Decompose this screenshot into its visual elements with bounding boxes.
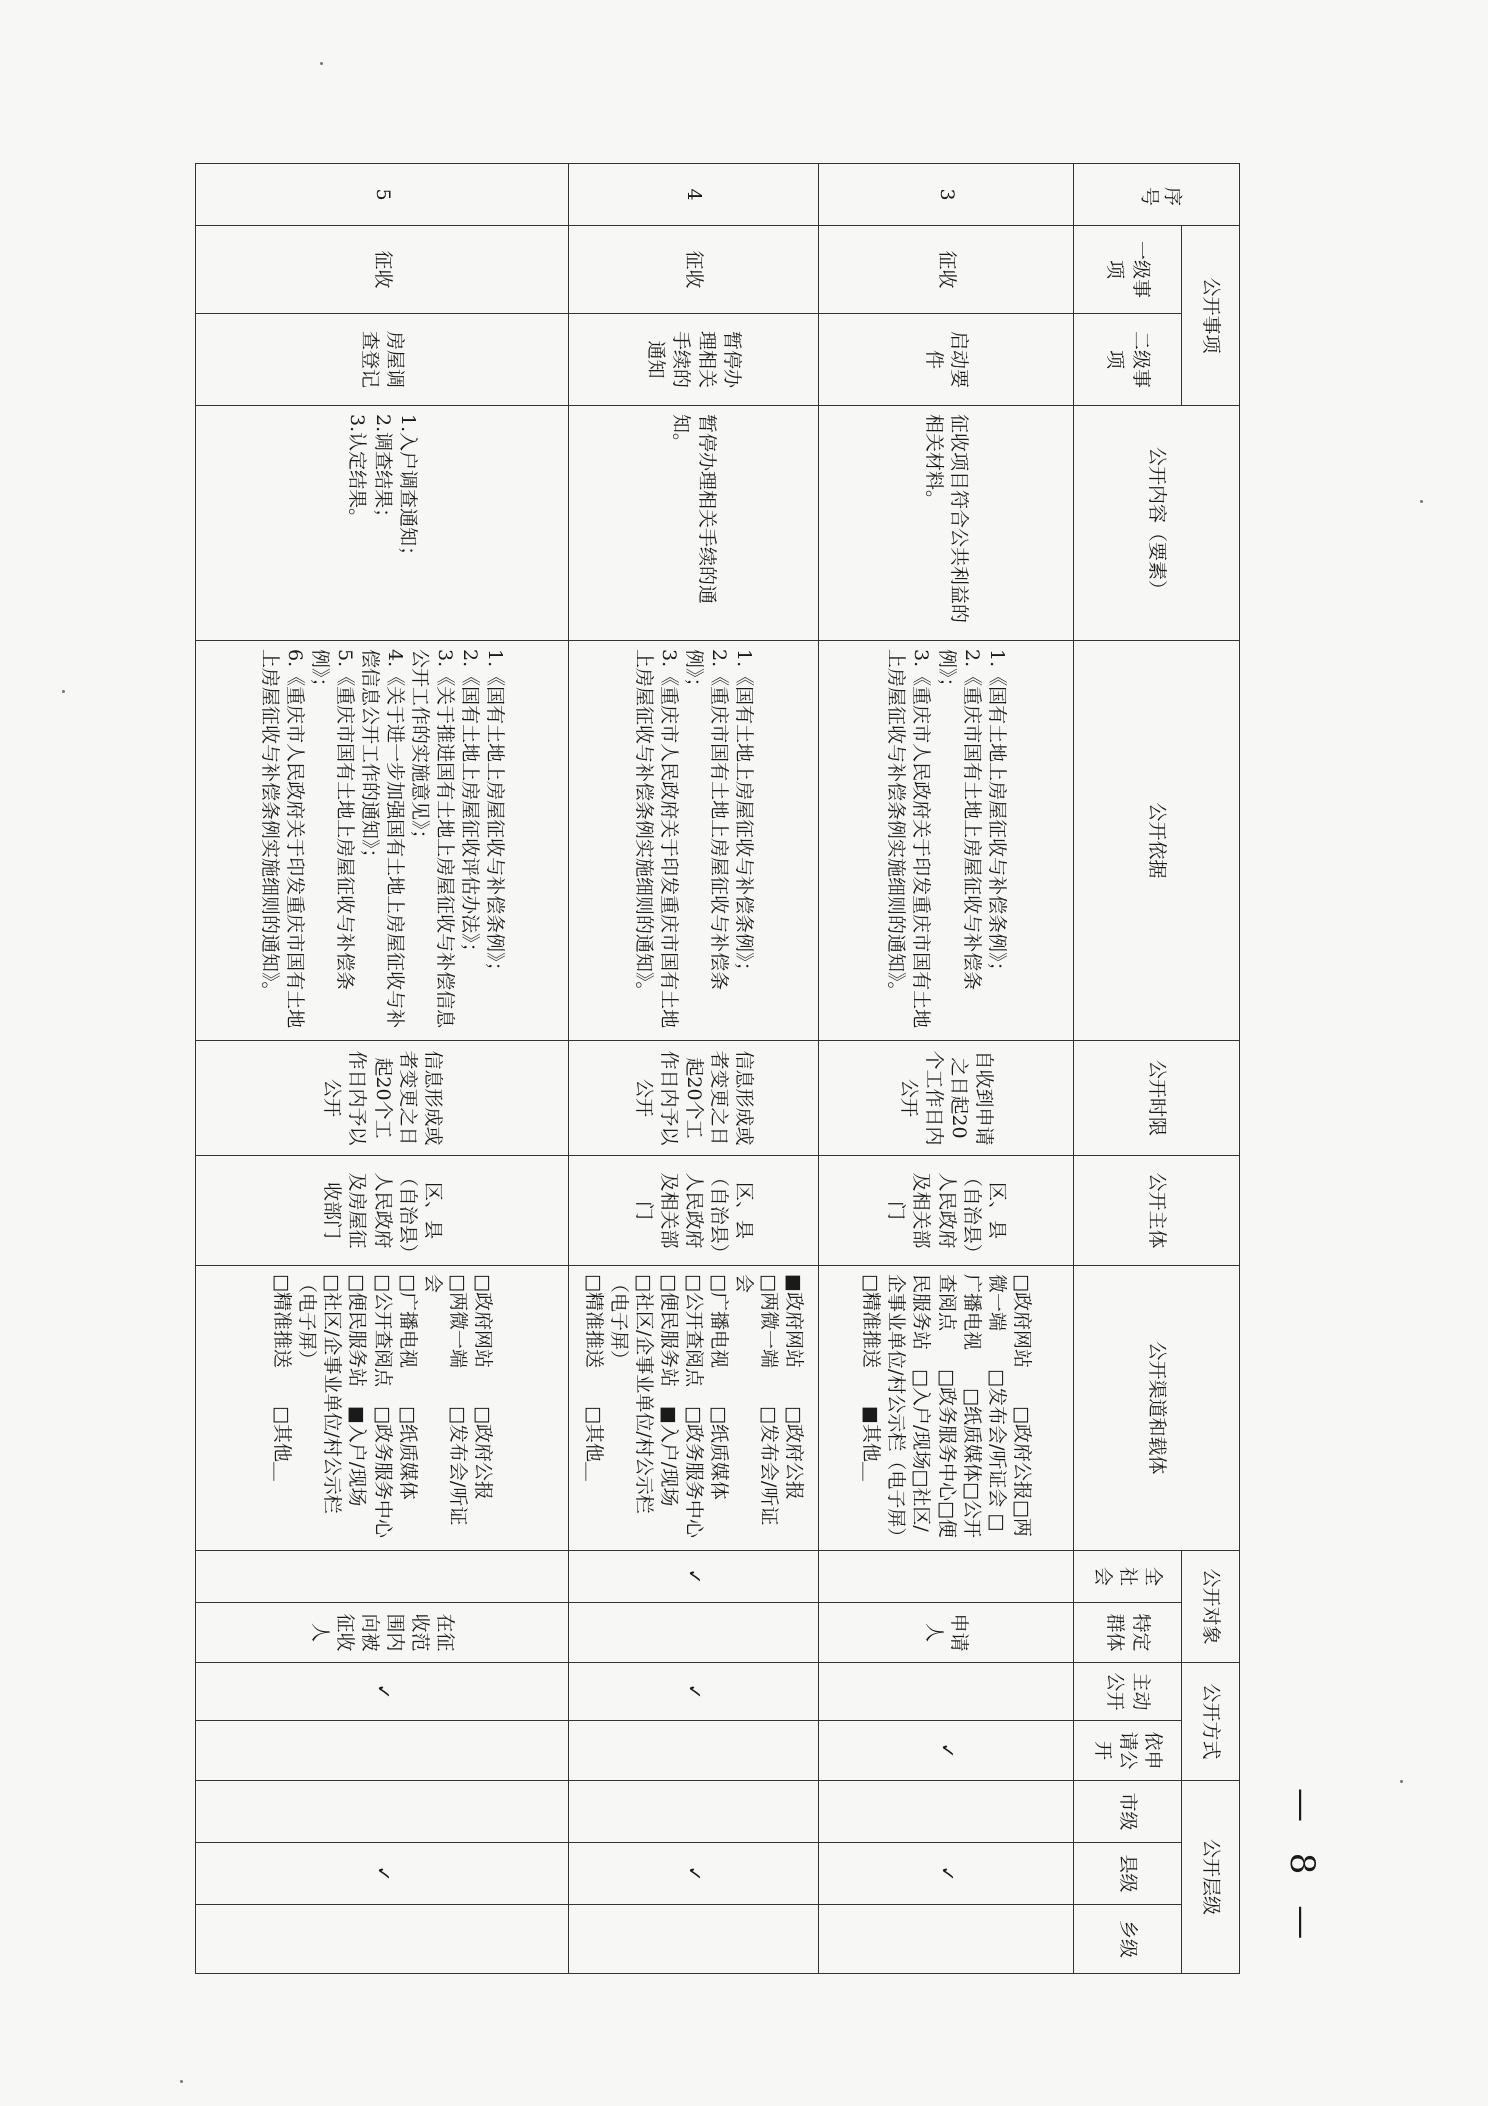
scan-speck [320, 62, 323, 65]
row-subject: 区、县（自治县）人民政府及相关部门 [569, 1156, 819, 1266]
header-item-group: 公开事项 [1182, 226, 1240, 406]
row-basis: 1.《国有土地上房屋征收与补偿条例》； 2.《重庆市国有土地上房屋征收与补偿条例》； 3.《重庆市人民政府关于印发重庆市国有土地上房屋征收与补偿条例实施细则的通知》。 [569, 641, 819, 1041]
header-level-town: 乡级 [1074, 1905, 1182, 1974]
row-deadline: 自收到申请之日起20个工作日内公开 [819, 1041, 1074, 1156]
header-mode-apply: 依申请公开 [1074, 1721, 1182, 1781]
header-deadline: 公开时限 [1074, 1041, 1240, 1156]
row-level-county: ✓ [196, 1843, 569, 1905]
header-target-all: 全社会 [1074, 1551, 1182, 1603]
header-content: 公开内容（要素） [1074, 406, 1240, 641]
row-content: 1.入户调查通知； 2.调查结果； 3.认定结果。 [196, 406, 569, 641]
row-level-county: ✓ [569, 1843, 819, 1905]
row-mode-apply [569, 1721, 819, 1781]
row-seq: 4 [569, 164, 819, 226]
row-target-all: ✓ [569, 1551, 819, 1603]
row-mode-apply: ✓ [819, 1721, 1074, 1781]
row-target-all [196, 1551, 569, 1603]
rotated-table-sheet [195, 163, 1240, 1973]
table-row [196, 164, 569, 1974]
scan-speck [1420, 500, 1423, 503]
row-channel: □政府网站 □政府公报 □两微一端 □发布会/听证会 □广播电视 □纸质媒体 □公开查阅点 □政务服务中心 □便民服务站 ■入户/现场 □社区/企事业单位/村公示栏（电子屏） □精准推送 □其他＿ [196, 1266, 569, 1551]
header-level2: 二级事项 [1074, 314, 1182, 406]
scan-speck [62, 690, 65, 693]
row-content: 征收项目符合公共利益的相关材料。 [819, 406, 1074, 641]
row-level1: 征收 [819, 226, 1074, 314]
row-target-specific: 申请人 [819, 1603, 1074, 1663]
row-deadline: 信息形成或者变更之日起20个工作日内予以公开 [196, 1041, 569, 1156]
row-mode-apply [196, 1721, 569, 1781]
row-target-specific: 在征收范围内向被征收人 [196, 1603, 569, 1663]
header-seq-text: 序号 [1137, 184, 1184, 207]
row-basis: 1.《国有土地上房屋征收与补偿条例》； 2.《重庆市国有土地上房屋征收与补偿条例》； 3.《重庆市人民政府关于印发重庆市国有土地上房屋征收与补偿条例实施细则的通知》。 [819, 641, 1074, 1041]
header-level1: 一级事项 [1074, 226, 1182, 314]
header-level-city: 市级 [1074, 1781, 1182, 1843]
row-subject: 区、县（自治县）人民政府及相关部门 [819, 1156, 1074, 1266]
row-deadline: 信息形成或者变更之日起20个工作日内予以公开 [569, 1041, 819, 1156]
row-level2: 暂停办理相关手续的通知 [569, 314, 819, 406]
header-row-1 [1182, 164, 1240, 1974]
row-level1: 征收 [196, 226, 569, 314]
table-row [569, 164, 819, 1974]
header-seq [1074, 164, 1240, 226]
row-level1: 征收 [569, 226, 819, 314]
row-subject: 区、县（自治县）人民政府及房屋征收部门 [196, 1156, 569, 1266]
row-channel: □政府网站 □政府公报□两微一端 □发布会/听证会 □广播电视 □纸质媒体□公开查阅点 □政务服务中心□便民服务站 □入户/现场□社区/企事业单位/村公示栏（电子屏）□精准推送 ■其他＿ [819, 1266, 1074, 1551]
header-target-group: 公开对象 [1182, 1551, 1240, 1663]
header-channel: 公开渠道和载体 [1074, 1266, 1240, 1551]
row-seq: 3 [819, 164, 1074, 226]
header-basis: 公开依据 [1074, 641, 1240, 1041]
row-level-city [196, 1781, 569, 1843]
row-level-city [569, 1781, 819, 1843]
row-content: 暂停办理相关手续的通知。 [569, 406, 819, 641]
row-level-county: ✓ [819, 1843, 1074, 1905]
header-target-specific: 特定群体 [1074, 1603, 1182, 1663]
header-mode-group: 公开方式 [1182, 1663, 1240, 1781]
disclosure-table [195, 163, 1240, 1974]
row-target-specific [569, 1603, 819, 1663]
row-seq: 5 [196, 164, 569, 226]
row-channel: ■政府网站 □政府公报 □两微一端 □发布会/听证会 □广播电视 □纸质媒体 □公开查阅点 □政务服务中心 □便民服务站 ■入户/现场 □社区/企事业单位/村公示栏（电子屏） □精准推送 □其他＿ [569, 1266, 819, 1551]
row-level-town [569, 1905, 819, 1974]
scan-speck [180, 2080, 183, 2083]
row-target-all [819, 1551, 1074, 1603]
row-level2: 启动要件 [819, 314, 1074, 406]
row-level2: 房屋调查登记 [196, 314, 569, 406]
page-number: — 8 — [1282, 1788, 1322, 1950]
table-row [819, 164, 1074, 1974]
row-mode-active [819, 1663, 1074, 1721]
header-mode-active: 主动公开 [1074, 1663, 1182, 1721]
row-level-town [196, 1905, 569, 1974]
row-mode-active: ✓ [569, 1663, 819, 1721]
header-level-group: 公开层级 [1182, 1781, 1240, 1974]
row-level-city [819, 1781, 1074, 1843]
header-level-county: 县级 [1074, 1843, 1182, 1905]
scan-speck [1400, 1780, 1403, 1783]
row-mode-active: ✓ [196, 1663, 569, 1721]
row-level-town [819, 1905, 1074, 1974]
row-basis: 1.《国有土地上房屋征收与补偿条例》； 2.《国有土地上房屋征收评估办法》； 3.《关于推进国有土地上房屋征收与补偿信息公开工作的实施意见》； 4.《关于进一步加强国有土地上房屋征收与补偿信息公开工作的通知》； 5.《重庆市国有土地上房屋征收与补偿条例》； 6.《重庆市人民政府关于印发重庆市国有土地上房屋征收与补偿条例实施细则的通知》。 [196, 641, 569, 1041]
header-subject: 公开主体 [1074, 1156, 1240, 1266]
